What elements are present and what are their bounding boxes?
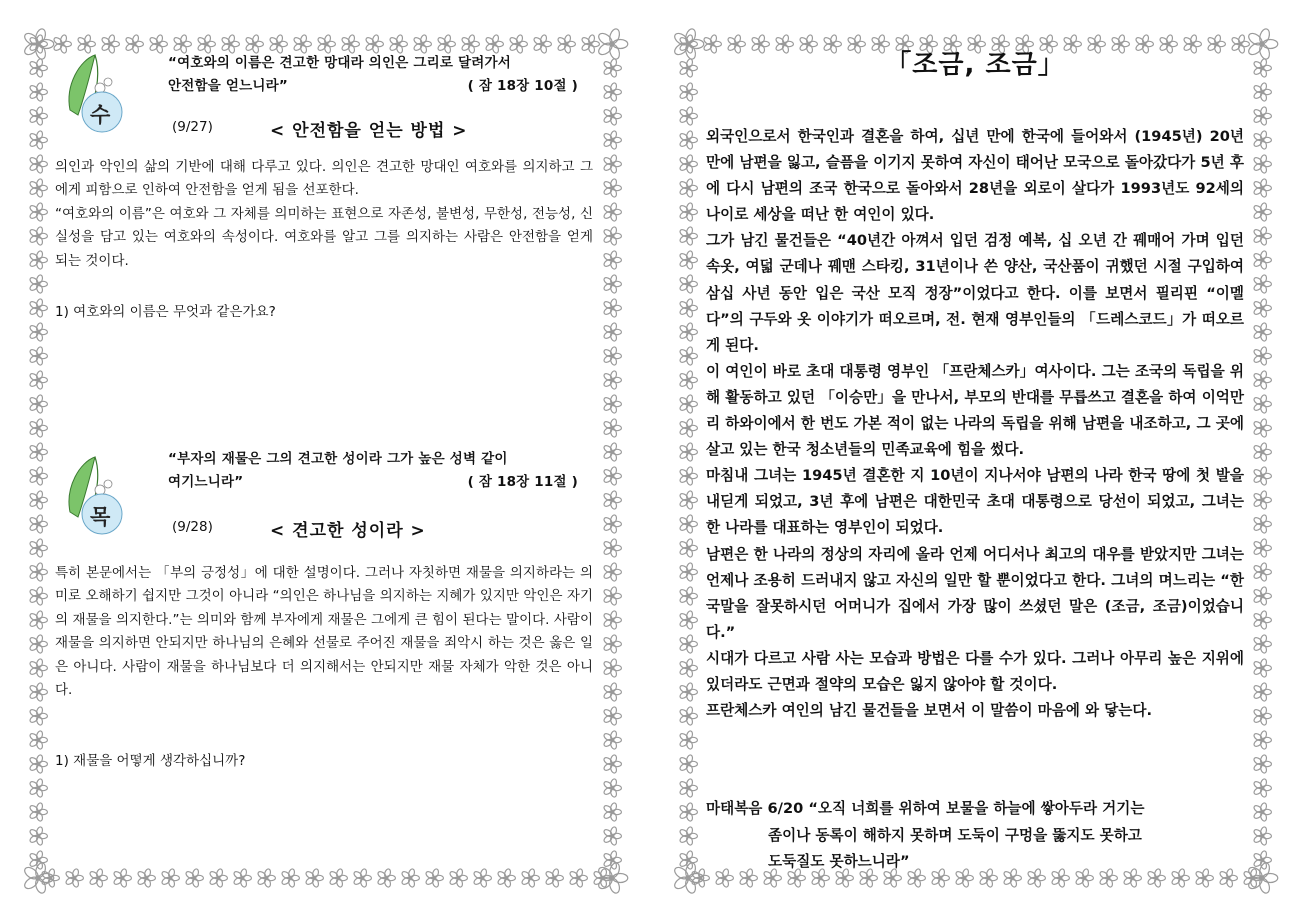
essay-body bbox=[706, 124, 1244, 724]
essay-title: 「조금, 조금」 bbox=[885, 50, 1065, 80]
verse-line-1: “부자의 재물은 그의 견고한 성이라 그가 높은 성벽 같이 bbox=[168, 451, 508, 467]
body-paragraph: “여호와의 이름”은 여호와 그 자체를 의미하는 표현으로 자존성, 불변성, 무한성, 전능성, 신실성을 담고 있는 여호와의 속성이다. 여호와를 알고 그를 의지하는 사람은 안전함을 얻게 되는 것이다. bbox=[55, 205, 593, 269]
body-paragraph: 의인과 악인의 삶의 기반에 대해 다루고 있다. 의인은 견고한 망대인 여호와를 의지하고 그에게 피함으로 인하여 안전함을 얻게 됨을 선포한다. bbox=[55, 159, 593, 199]
devotion-body bbox=[55, 156, 593, 273]
closing-scripture bbox=[706, 796, 1246, 876]
closing-line-3: 도둑질도 못하느니라” bbox=[768, 853, 910, 870]
reflection-question: 1) 재물을 어떻게 생각하십니까? bbox=[55, 753, 246, 769]
verse-reference: ( 잠 18장 10절 ) bbox=[467, 78, 578, 94]
day-label: 목 bbox=[90, 505, 111, 529]
scripture-verse bbox=[168, 448, 608, 494]
essay-paragraph: 프란체스카 여인의 남긴 물건들을 보면서 이 말씀이 마음에 와 닿는다. bbox=[706, 702, 1153, 720]
closing-line-1: 마태복음 6/20 “오직 너희를 위하여 보물을 하늘에 쌓아두라 거기는 bbox=[706, 800, 1145, 817]
body-paragraph: 특히 본문에서는 「부의 긍정성」에 대한 설명이다. 그러나 자칫하면 재물을 의지하라는 의미로 오해하기 쉽지만 그것이 아니라 “의인은 하나님을 의지하는 지혜가 있지만 악인은 자기의 재물을 의지한다.”는 의미와 함께 부자에게 재물은 그에게 큰 힘이 된다는 말이다. 사람이 재물을 의지하면 안되지만 하나님의 은혜와 선물로 주어진 재물을 죄악시 하는 것은 옳은 일은 아니다. 사람이 재물을 하나님보다 더 의지해서는 안되지만 재물 자체가 악한 것은 아니다. bbox=[55, 565, 593, 699]
verse-line-2: 여기느니라” bbox=[168, 474, 244, 490]
devotion-topic: < 견고한 성이라 > bbox=[270, 521, 426, 541]
devotion-date: (9/28) bbox=[172, 519, 213, 535]
essay-paragraph: 마침내 그녀는 1945년 결혼한 지 10년이 지나서야 남편의 나라 한국 땅에 첫 발을 내딛게 되었고, 3년 후에 남편은 대한민국 초대 대통령으로 당선이 되었고, 그녀는 한 나라를 대표하는 영부인이 되었다. bbox=[706, 467, 1244, 537]
reflection-question: 1) 여호와의 이름은 무엇과 같은가요? bbox=[55, 304, 276, 320]
scripture-verse bbox=[168, 52, 608, 98]
right-page bbox=[650, 0, 1300, 919]
verse-reference: ( 잠 18장 11절 ) bbox=[467, 474, 578, 490]
verse-line-1: “여호와의 이름은 견고한 망대라 의인은 그리로 달려가서 bbox=[168, 55, 512, 71]
essay-paragraph: 남편은 한 나라의 정상의 자리에 올라 언제 어디서나 최고의 대우를 받았지만 그녀는 언제나 조용히 드러내지 않고 자신의 일만 할 뿐이었다고 한다. 그녀의 며느리는 “한국말을 잘못하시던 어머니가 집에서 가장 많이 쓰셨던 말은 (조금, 조금)이었습니다.” bbox=[706, 545, 1244, 641]
essay-paragraph: 시대가 다르고 사람 사는 모습과 방법은 다를 수가 있다. 그러나 아무리 높은 지위에 있더라도 근면과 절약의 모습은 잃지 않아야 할 것이다. bbox=[706, 649, 1244, 693]
devotion-date: (9/27) bbox=[172, 119, 213, 135]
day-label: 수 bbox=[90, 103, 111, 127]
verse-line-2: 안전함을 얻느니라” bbox=[168, 78, 288, 94]
devotion-topic: < 안전함을 얻는 방법 > bbox=[270, 121, 468, 141]
essay-paragraph: 그가 남긴 물건들은 “40년간 아껴서 입던 검정 예복, 십 오년 간 꿰매어 가며 입던 속옷, 여덟 군데나 꿰맨 스타킹, 31년이나 쓴 양산, 국산품이 귀했던 시절 구입하여 삼십 사년 동안 입은 국산 모직 정장”이었다고 한다. 이를 보면서 필리핀 “이멜다”의 구두와 옷 이야기가 떠오르며, 전. 현재 영부인들의 「드레스코드」가 떠오르게 된다. bbox=[706, 232, 1244, 354]
closing-line-2: 좀이나 동록이 해하지 못하며 도둑이 구멍을 뚫지도 못하고 bbox=[768, 826, 1142, 844]
essay-paragraph: 외국인으로서 한국인과 결혼을 하여, 십년 만에 한국에 들어와서 (1945년) 20년 만에 남편을 잃고, 슬픔을 이기지 못하여 자신이 태어난 모국으로 돌아갔다가 5년 후에 다시 남편의 조국 한국으로 돌아와서 28년을 외로이 살다가 1993년도 92세의 나이로 세상을 떠난 한 여인이 있다. bbox=[706, 128, 1244, 224]
essay-paragraph: 이 여인이 바로 초대 대통령 영부인 「프란체스카」여사이다. 그는 조국의 독립을 위해 활동하고 있던 「이승만」을 만나서, 부모의 반대를 무릅쓰고 결혼을 하여 이억만리 하와이에서 한 번도 가본 적이 없는 나라의 독립을 위해 남편을 내조하고, 그 곳에 살고 있는 한국 청소년들의 민족교육에 힘을 썼다. bbox=[706, 362, 1244, 459]
devotion-body bbox=[55, 562, 593, 702]
